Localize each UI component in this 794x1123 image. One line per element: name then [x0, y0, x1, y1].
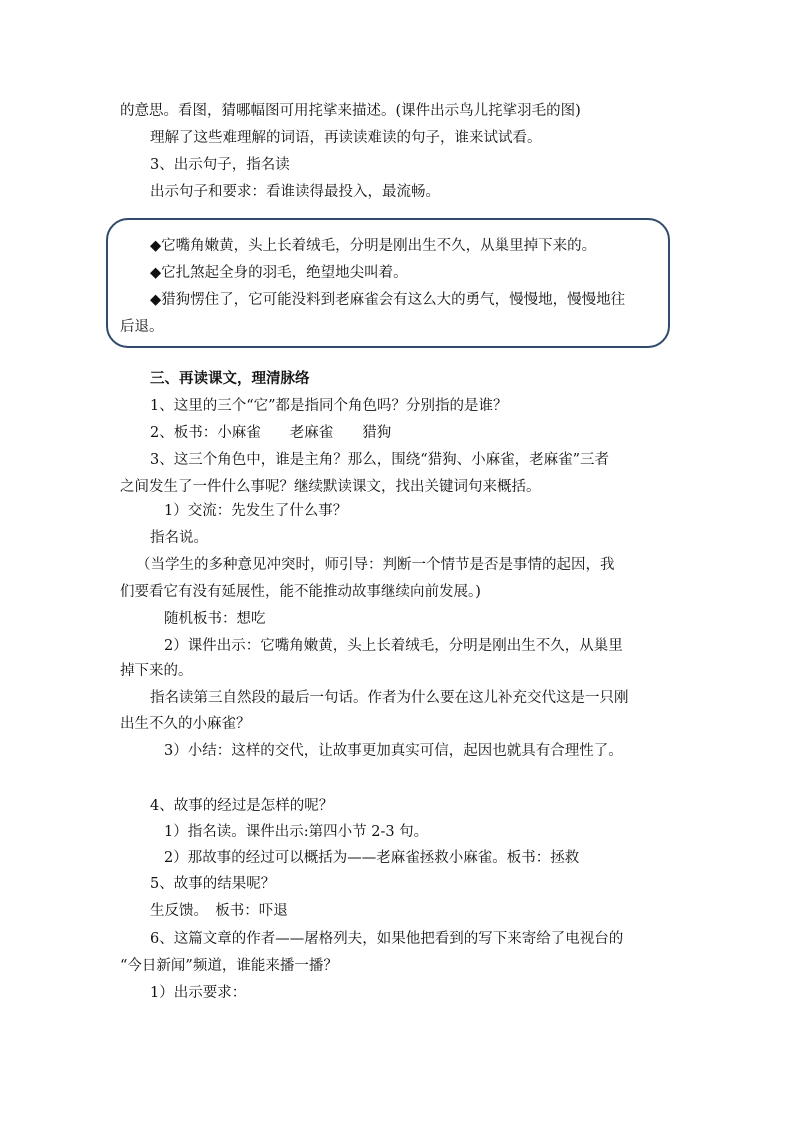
text-line: 的意思。看图，猜哪幅图可用挓挲来描述。(课件出示鸟儿挓挲羽毛的图) — [120, 103, 581, 119]
section-heading: 三、再读课文，理清脉络 — [150, 370, 310, 387]
text-line: 指名读第三自然段的最后一句话。作者为什么要在这儿补充交代这是一只刚 — [150, 690, 629, 706]
text-line: 3、出示句子，指名读 — [150, 157, 290, 173]
text-line: 出生不久的小麻雀？ — [120, 716, 251, 732]
text-line: 3）小结：这样的交代，让故事更加真实可信，起因也就具有合理性了。 — [164, 743, 623, 759]
text-line: 随机板书：想吃 — [164, 611, 266, 627]
sentence-line: ◆猎狗愣住了，它可能没料到老麻雀会有这么大的勇气，慢慢地，慢慢地往 — [150, 292, 626, 308]
text-line: 2）课件出示：它嘴角嫩黄，头上长着绒毛，分明是刚出生不久，从巢里 — [164, 638, 623, 654]
text-line: 2、板书：小麻雀 老麻雀 猎狗 — [150, 425, 392, 441]
text-line: 掉下来的。 — [120, 663, 193, 679]
text-line: 指名说。 — [150, 530, 208, 546]
text-line: 3、这三个角色中，谁是主角？那么，围绕“猎狗、小麻雀，老麻雀”三者 — [150, 452, 610, 468]
text-line: 1）出示要求： — [150, 985, 247, 1001]
text-line: 1、这里的三个“它”都是指同个角色吗？分别指的是谁？ — [150, 398, 508, 414]
sentence-line: ◆它扎煞起全身的羽毛，绝望地尖叫着。 — [150, 265, 408, 281]
sentence-line: ◆它嘴角嫩黄，头上长着绒毛，分明是刚出生不久，从巢里掉下来的。 — [150, 238, 597, 254]
text-line: 们要看它有没有延展性，能不能推动故事继续向前发展。) — [120, 584, 481, 600]
text-line: 1）交流：先发生了什么事？ — [164, 503, 348, 519]
text-line: 生反馈。 板书：吓退 — [150, 903, 288, 919]
text-line: 2）那故事的经过可以概括为——老麻雀拯救小麻雀。板书：拯救 — [164, 850, 580, 866]
sentence-line: 后退。 — [120, 319, 164, 335]
text-line: 6、这篇文章的作者——屠格列夫，如果他把看到的写下来寄给了电视台的 — [150, 931, 624, 947]
text-line: 出示句子和要求：看谁读得最投入，最流畅。 — [150, 184, 440, 200]
text-line: “今日新闻”频道，谁能来播一播？ — [120, 958, 338, 974]
text-line: 1）指名读。课件出示:第四小节 2-3 句。 — [164, 824, 429, 840]
text-line: 4、故事的经过是怎样的呢？ — [150, 798, 334, 814]
text-line: 之间发生了一件什么事呢？继续默读课文，找出关键词句来概括。 — [120, 479, 541, 495]
text-line: 5、故事的结果呢？ — [150, 876, 276, 892]
text-line: 理解了这些难理解的词语，再读读难读的句子，谁来试试看。 — [150, 130, 542, 146]
text-line: （当学生的多种意见冲突时，师引导：判断一个情节是否是事情的起因，我 — [136, 557, 615, 573]
